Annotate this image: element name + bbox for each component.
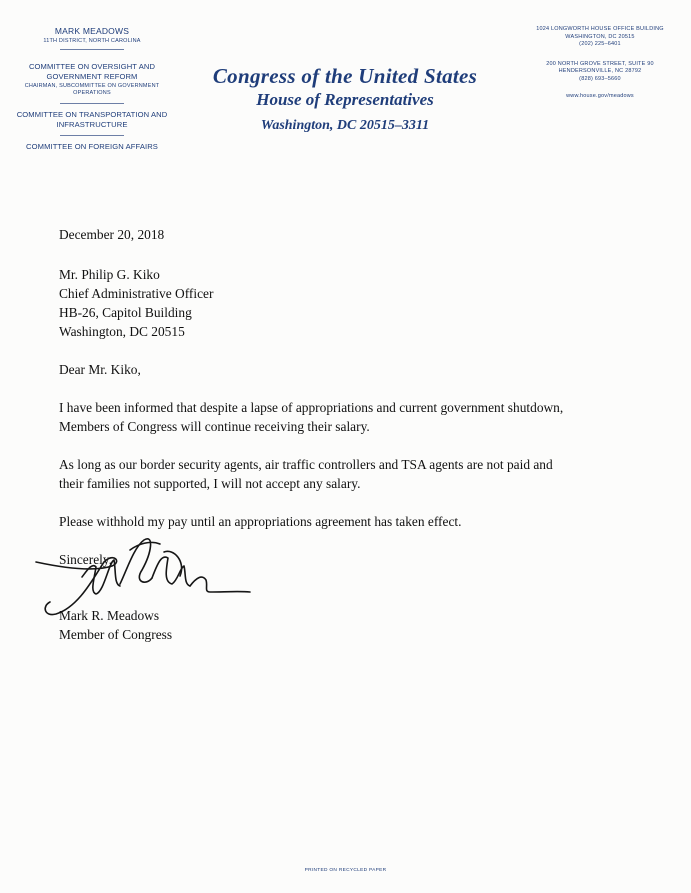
recipient-address2: Washington, DC 20515	[59, 324, 185, 339]
paragraph-2-line-2: their families not supported, I will not accept any salary.	[59, 476, 361, 491]
signer-name: Mark R. Meadows	[59, 608, 160, 623]
paragraph-3: Please withhold my pay until an appropriations agreement has taken effect.	[59, 514, 462, 529]
letter-body	[59, 225, 619, 569]
nc-office-phone: (828) 693–5660	[579, 75, 621, 82]
congress-title: Congress of the United States	[212, 64, 478, 88]
divider	[60, 103, 124, 104]
recipient-address1: HB-26, Capitol Building	[59, 305, 192, 320]
salutation: Dear Mr. Kiko,	[59, 362, 141, 377]
letterhead-center	[170, 64, 520, 136]
dc-office-phone: (202) 225–6401	[579, 41, 621, 47]
website: www.house.gov/meadows	[566, 93, 634, 99]
nc-office-address: 200 NORTH GROVE STREET, SUITE 90	[546, 60, 654, 67]
nc-office-city: HENDERSONVILLE, NC 28792	[558, 68, 642, 74]
letterhead-right	[525, 26, 675, 101]
paragraph-2-line-1: As long as our border security agents, air traffic controllers and TSA agents are not paid and	[59, 457, 553, 472]
recipient-title: Chief Administrative Officer	[59, 286, 214, 301]
letter-date: December 20, 2018	[59, 227, 165, 242]
committee-oversight: COMMITTEE ON OVERSIGHT AND GOVERNMENT REFORM	[28, 62, 156, 81]
representative-name: MARK MEADOWS	[54, 26, 130, 36]
committee-foreign-affairs: COMMITTEE ON FOREIGN AFFAIRS	[26, 142, 158, 151]
letterhead-left	[14, 26, 170, 152]
district-label: 11TH DISTRICT, NORTH CAROLINA	[43, 38, 141, 44]
dc-office-address: 1024 LONGWORTH HOUSE OFFICE BUILDING	[536, 26, 664, 32]
closing: Sincerely,	[59, 552, 113, 567]
washington-zip: Washington, DC 20515–3311	[260, 118, 430, 133]
signer-title: Member of Congress	[59, 627, 173, 642]
committee-transportation: COMMITTEE ON TRANSPORTATION AND INFRASTRUCTURE	[16, 110, 168, 129]
dc-office-city: WASHINGTON, DC 20515	[565, 33, 635, 40]
house-title: House of Representatives	[256, 90, 434, 109]
subcommittee-chairman: CHAIRMAN, SUBCOMMITTEE ON GOVERNMENT OPERATIONS	[24, 83, 160, 96]
divider	[60, 135, 124, 136]
divider	[60, 49, 124, 50]
paragraph-1-line-2: Members of Congress will continue receiving their salary.	[59, 419, 370, 434]
paragraph-1-line-1: I have been informed that despite a lapse of appropriations and current government shutdown,	[59, 400, 564, 415]
recycled-paper-note: PRINTED ON RECYCLED PAPER	[304, 868, 387, 873]
signature-block	[59, 606, 172, 644]
recipient-name: Mr. Philip G. Kiko	[59, 267, 160, 282]
